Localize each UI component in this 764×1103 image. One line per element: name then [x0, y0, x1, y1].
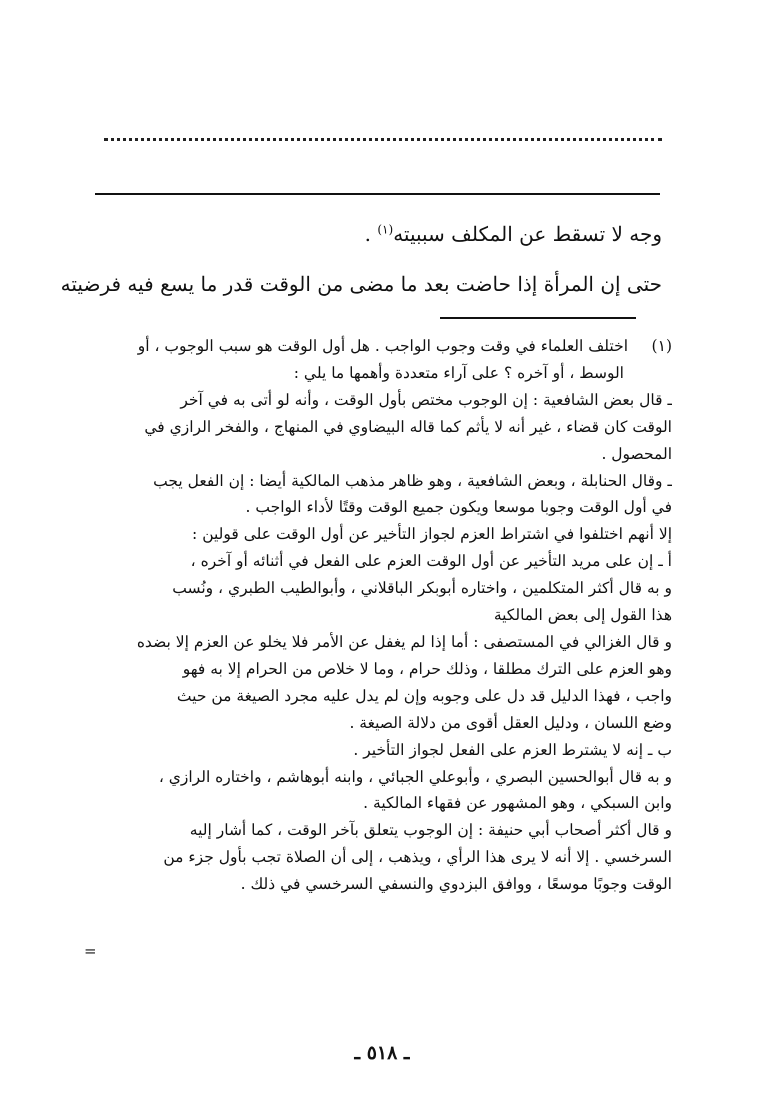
main-text-line-2: حتى إن المرأة إذا حاضت بعد ما مضى من الوقت قدر ما يسع فيه فرضيته — [60, 272, 662, 296]
top-rule — [95, 193, 660, 195]
footnote-block — [92, 333, 672, 898]
footnote-line: وابن السبكي ، وهو المشهور عن فقهاء المالكية . — [363, 794, 672, 813]
footnote-line: الوسط ، أو آخره ؟ على آراء متعددة وأهمها ما يلي : — [293, 363, 624, 382]
footnote-line: و قال أكثر أصحاب أبي حنيفة : إن الوجوب يتعلق بآخر الوقت ، كما أشار إليه — [189, 821, 672, 840]
main-text-line-1-body: وجه لا تسقط عن المكلف سببيته — [393, 222, 662, 246]
footnote-line: في أول الوقت وجوبا موسعا ويكون جميع الوقت وقتًا لأداء الواجب . — [245, 498, 672, 517]
footnote-line: هذا القول إلى بعض المالكية — [493, 606, 672, 625]
footnote-line: المحصول . — [601, 444, 672, 463]
footnote-line: وهو العزم على الترك مطلقا ، وذلك حرام ، وما لا خلاص من الحرام إلا به فهو — [182, 659, 672, 678]
footnote-line-text: اختلف العلماء في وقت وجوب الواجب . هل أول الوقت هو سبب الوجوب ، أو — [137, 337, 628, 355]
footnote-line — [92, 333, 672, 360]
footnote-line: إلا أنهم اختلفوا في اشتراط العزم لجواز التأخير عن أول الوقت على قولين : — [192, 525, 672, 544]
footnote-line: واجب ، فهذا الدليل قد دل على وجوبه وإن لم يدل عليه مجرد الصيغة من حيث — [176, 686, 672, 705]
dotted-separator — [104, 138, 662, 141]
footnote-line: ـ وقال الحنابلة ، وبعض الشافعية ، وهو ظاهر مذهب المالكية أيضا : إن الفعل يجب — [153, 471, 672, 490]
footnote-number: (١) — [651, 337, 672, 355]
main-text-line-1 — [365, 222, 662, 246]
main-text-line-1-end: . — [364, 222, 378, 246]
footnote-line: و به قال أكثر المتكلمين ، واختاره أبوبكر الباقلاني ، وأبوالطيب الطبري ، ونُسب — [172, 579, 672, 598]
footnote-line: ـ قال بعض الشافعية : إن الوجوب مختص بأول الوقت ، وأنه لو أتى به في آخر — [180, 390, 672, 409]
footnote-line: ب ـ إنه لا يشترط العزم على الفعل لجواز التأخير . — [353, 740, 672, 759]
footnote-line: أ ـ إن على مريد التأخير عن أول الوقت العزم على الفعل في أثنائه أو آخره ، — [190, 552, 672, 571]
footnote-line: الوقت كان قضاء ، غير أنه لا يأثم كما قاله البيضاوي في المنهاج ، والفخر الرازي في — [144, 417, 672, 436]
continuation-mark: = — [84, 942, 97, 960]
footnote-line: و قال الغزالي في المستصفى : أما إذا لم يغفل عن الأمر فلا يخلو عن العزم إلا بضده — [136, 632, 672, 651]
footnote-reference[interactable]: (١) — [377, 222, 394, 237]
page-number: ـ ٥١٨ ـ — [354, 1042, 410, 1064]
footnote-rule — [440, 317, 636, 319]
footnote-line: الوقت وجوبًا موسعًا ، ووافق البزدوي والنسفي السرخسي في ذلك . — [240, 875, 672, 894]
footnote-line: السرخسي . إلا أنه لا يرى هذا الرأي ، ويذهب ، إلى أن الصلاة تجب بأول جزء من — [163, 848, 672, 867]
footnote-line: و به قال أبوالحسين البصري ، وأبوعلي الجبائي ، وابنه أبوهاشم ، واختاره الرازي ، — [158, 767, 672, 786]
footnote-line: وضع اللسان ، ودليل العقل أقوى من دلالة الصيغة . — [349, 713, 672, 732]
